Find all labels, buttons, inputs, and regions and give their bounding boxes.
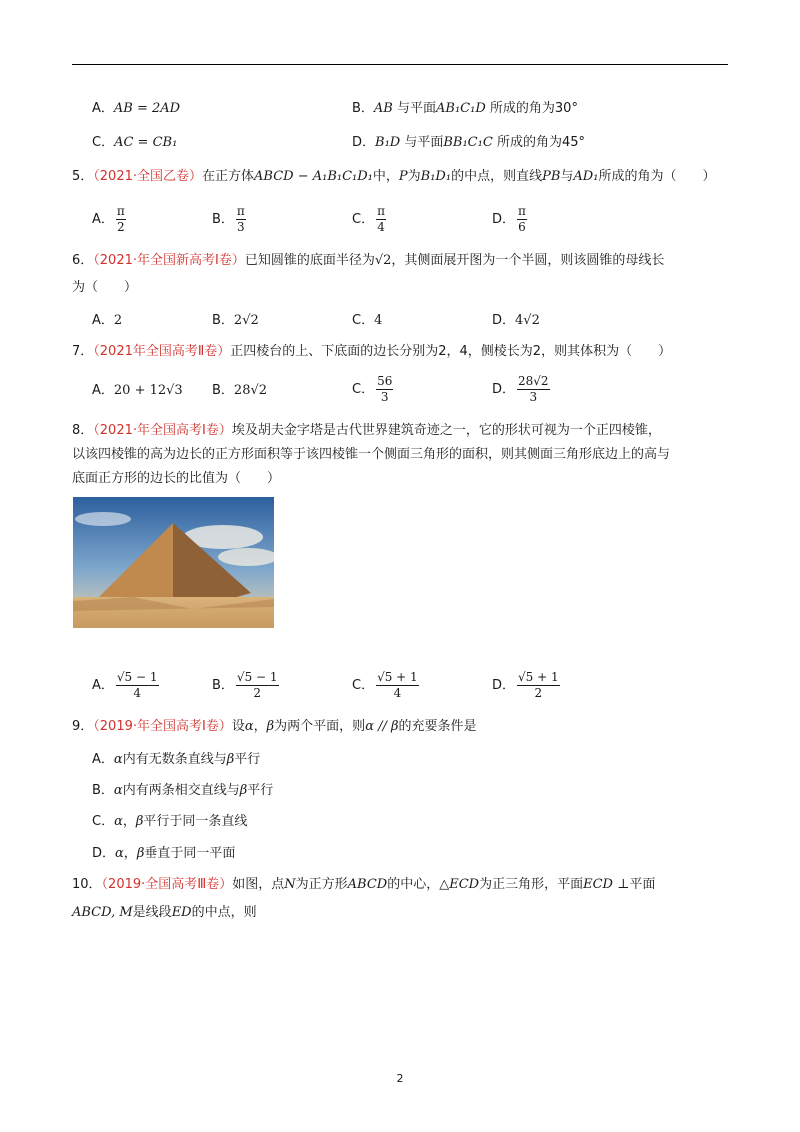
- q4-option-c: [92, 134, 177, 152]
- stem-text: 是线段: [132, 905, 172, 920]
- question-source: （2021·年全国高考Ⅰ卷）: [93, 423, 232, 438]
- option-math: 2: [113, 313, 123, 328]
- stem-math: AD₁: [573, 169, 599, 184]
- option-text: ，: [123, 846, 137, 861]
- option-math: AB₁C₁D: [436, 101, 486, 116]
- option-label: B．: [212, 313, 234, 328]
- stem-math: B₁D₁: [420, 169, 452, 184]
- numerator: √5 − 1: [116, 670, 158, 684]
- question-source: （2019·全国高考Ⅲ卷）: [101, 877, 233, 892]
- stem-text: 设: [231, 719, 245, 734]
- stem-math: △ECD: [439, 877, 480, 892]
- option-math: 20 + 12√3: [113, 383, 183, 398]
- header-rule: [72, 64, 728, 65]
- option-text: 与平面: [404, 135, 444, 150]
- option-math: 4√2: [515, 313, 540, 328]
- option-label: B．: [212, 383, 234, 398]
- option-text: ，: [122, 814, 136, 829]
- pyramid-photo: [73, 497, 274, 628]
- option-math: B₁D: [375, 135, 401, 150]
- q6-stem-line2: 为（ ）: [72, 280, 138, 295]
- option-label: B．: [352, 101, 374, 116]
- page-number: 2: [396, 1072, 404, 1085]
- option-math: AC = CB₁: [114, 135, 178, 150]
- q8-stem-line2: 以该四棱锥的高为边长的正方形面积等于该四棱锥一个侧面三角形的面积，则其侧面三角形底边上的高与: [72, 447, 671, 462]
- numerator: 56: [377, 374, 393, 388]
- fraction: [517, 670, 560, 701]
- q8-option-a: [92, 670, 159, 701]
- option-label: A．: [92, 212, 114, 227]
- option-math: α: [113, 783, 123, 798]
- numerator: 28√2: [518, 374, 549, 388]
- stem-math: ABCD − A₁B₁C₁D₁: [254, 169, 373, 184]
- option-text: 与平面: [397, 101, 437, 116]
- option-label: D．: [492, 382, 516, 397]
- stem-math: ABCD: [347, 877, 388, 892]
- q6-option-c: [352, 312, 382, 330]
- option-text: 平行: [234, 752, 261, 767]
- option-label: D．: [92, 846, 116, 861]
- question-source: （2021年全国高考Ⅱ卷）: [93, 344, 231, 359]
- option-math: α: [113, 752, 123, 767]
- denominator: 2: [117, 220, 125, 234]
- q7-stem: [72, 343, 671, 361]
- q6-option-b: [212, 312, 259, 330]
- q10-stem-line2: [72, 904, 257, 922]
- q7-option-b: [212, 382, 267, 400]
- stem-text: 的充要条件是: [398, 719, 477, 734]
- option-text: 所成的角为30°: [489, 101, 578, 116]
- question-source: （2021·全国乙卷）: [93, 169, 202, 184]
- denominator: 3: [529, 390, 538, 404]
- stem-text: 的中点，则直线: [451, 169, 543, 184]
- question-number: 8．: [72, 423, 94, 438]
- fraction: [116, 204, 126, 235]
- stem-text: 的中心，: [387, 877, 440, 892]
- option-label: B．: [92, 783, 114, 798]
- denominator: 4: [377, 220, 385, 234]
- option-label: C．: [352, 678, 375, 693]
- q4-option-a: [92, 100, 180, 118]
- stem-text: 的中点，则: [191, 905, 257, 920]
- option-math: 4: [374, 313, 383, 328]
- stem-text: 埃及胡夫金字塔是古代世界建筑奇迹之一，它的形状可视为一个正四棱锥，: [231, 423, 661, 438]
- option-label: C．: [352, 313, 375, 328]
- fraction: [236, 670, 279, 701]
- q9-stem: [72, 718, 477, 736]
- stem-text: ，其侧面展开图为一个半圆，则该圆锥的母线长: [391, 253, 665, 268]
- q9-option-a: [92, 751, 260, 769]
- option-label: A．: [92, 101, 114, 116]
- q6-option-a: [92, 312, 122, 330]
- stem-text: 在正方体: [202, 169, 255, 184]
- question-number: 10．: [72, 877, 102, 892]
- option-label: A．: [92, 678, 114, 693]
- option-math: β: [136, 846, 145, 861]
- stem-text: 正四棱台的上、下底面的边长分别为2，4，侧棱长为2，则其体积为（ ）: [230, 344, 672, 359]
- option-label: D．: [492, 313, 516, 328]
- stem-math: P: [398, 169, 408, 184]
- denominator: 3: [380, 390, 389, 404]
- q9-option-b: [92, 782, 273, 800]
- numerator: π: [377, 204, 385, 218]
- stem-math: N: [284, 877, 296, 892]
- denominator: 3: [237, 220, 245, 234]
- stem-text: 中，: [372, 169, 399, 184]
- denominator: 6: [518, 220, 526, 234]
- question-source: （2019·年全国高考Ⅰ卷）: [93, 719, 232, 734]
- q5-option-d: [492, 204, 527, 235]
- stem-text: ，: [253, 719, 267, 734]
- question-number: 5．: [72, 169, 94, 184]
- option-math: β: [226, 752, 235, 767]
- q6-option-d: [492, 312, 540, 330]
- fraction: [517, 204, 527, 235]
- fraction: [116, 670, 159, 701]
- stem-math: √2: [374, 253, 392, 268]
- stem-text: 为: [407, 169, 421, 184]
- option-label: A．: [92, 383, 114, 398]
- option-math: α: [115, 846, 124, 861]
- numerator: π: [116, 204, 125, 218]
- denominator: 2: [534, 686, 543, 700]
- stem-math: β: [266, 719, 275, 734]
- numerator: π: [236, 204, 245, 218]
- option-label: A．: [92, 313, 114, 328]
- option-label: C．: [92, 135, 115, 150]
- stem-math: ED: [171, 905, 192, 920]
- q5-option-a: [92, 204, 126, 235]
- q4-option-b: [352, 100, 578, 118]
- q9-option-c: [92, 813, 247, 831]
- option-math: 2√2: [233, 313, 259, 328]
- stem-math: ECD ⊥: [583, 877, 630, 892]
- option-label: B．: [212, 678, 234, 693]
- option-math: α: [114, 814, 123, 829]
- option-label: D．: [492, 212, 516, 227]
- numerator: √5 + 1: [377, 670, 418, 684]
- q10-stem: [72, 876, 655, 894]
- numerator: π: [518, 204, 526, 218]
- q8-stem: [72, 422, 661, 440]
- stem-math: α // β: [365, 719, 399, 734]
- q5-option-c: [352, 204, 386, 235]
- q7-option-c: [352, 374, 393, 405]
- option-label: C．: [92, 814, 115, 829]
- option-math: β: [135, 814, 144, 829]
- option-text: 平行于同一条直线: [143, 814, 248, 829]
- stem-math: α: [244, 719, 254, 734]
- stem-text: 与: [560, 169, 574, 184]
- option-text: 平行: [247, 783, 274, 798]
- stem-math: ABCD, M: [72, 905, 133, 920]
- q5-stem: [72, 168, 715, 186]
- numerator: √5 + 1: [518, 670, 559, 684]
- question-source: （2021·年全国新高考Ⅰ卷）: [93, 253, 245, 268]
- q4-option-d: [352, 134, 585, 152]
- q8-option-c: [352, 670, 419, 701]
- q6-stem: [72, 252, 664, 270]
- denominator: 2: [253, 686, 262, 700]
- option-label: D．: [352, 135, 376, 150]
- option-label: D．: [492, 678, 516, 693]
- option-math: β: [239, 783, 248, 798]
- q5-option-b: [212, 204, 246, 235]
- stem-text: 已知圆锥的底面半径为: [244, 253, 375, 268]
- stem-text: 为两个平面，则: [274, 719, 366, 734]
- stem-text: 为正方形: [295, 877, 348, 892]
- pyramid-illustration: [73, 497, 274, 628]
- option-label: B．: [212, 212, 234, 227]
- fraction: [376, 204, 386, 235]
- option-text: 内有无数条直线与: [122, 752, 227, 767]
- stem-text: 为正三角形，平面: [479, 877, 584, 892]
- denominator: 4: [133, 686, 142, 700]
- option-label: C．: [352, 382, 375, 397]
- q8-stem-line3: 底面正方形的边长的比值为（ ）: [72, 471, 281, 486]
- q7-option-d: [492, 374, 550, 405]
- q9-option-d: [92, 845, 235, 863]
- option-text: 内有两条相交直线与: [122, 783, 240, 798]
- denominator: 4: [393, 686, 402, 700]
- question-number: 6．: [72, 253, 94, 268]
- fraction: [517, 374, 550, 405]
- option-math: AB = 2AD: [113, 101, 181, 116]
- question-number: 7．: [72, 344, 94, 359]
- stem-math: PB: [542, 169, 561, 184]
- option-text: 所成的角为45°: [496, 135, 585, 150]
- q8-option-b: [212, 670, 279, 701]
- cloud: [75, 512, 131, 526]
- q8-option-d: [492, 670, 560, 701]
- option-text: 垂直于同一平面: [144, 846, 236, 861]
- numerator: √5 − 1: [236, 670, 278, 684]
- fraction: [236, 204, 246, 235]
- question-number: 9．: [72, 719, 94, 734]
- fraction: [376, 374, 393, 405]
- stem-text: 如图，点: [232, 877, 285, 892]
- option-math: 28√2: [233, 383, 268, 398]
- fraction: [376, 670, 419, 701]
- option-label: A．: [92, 752, 114, 767]
- q7-option-a: [92, 382, 183, 400]
- option-math: AB: [373, 101, 393, 116]
- stem-text: 所成的角为（ ）: [598, 169, 716, 184]
- option-label: C．: [352, 212, 375, 227]
- option-math: BB₁C₁C: [443, 135, 493, 150]
- stem-text: 平面: [629, 877, 656, 892]
